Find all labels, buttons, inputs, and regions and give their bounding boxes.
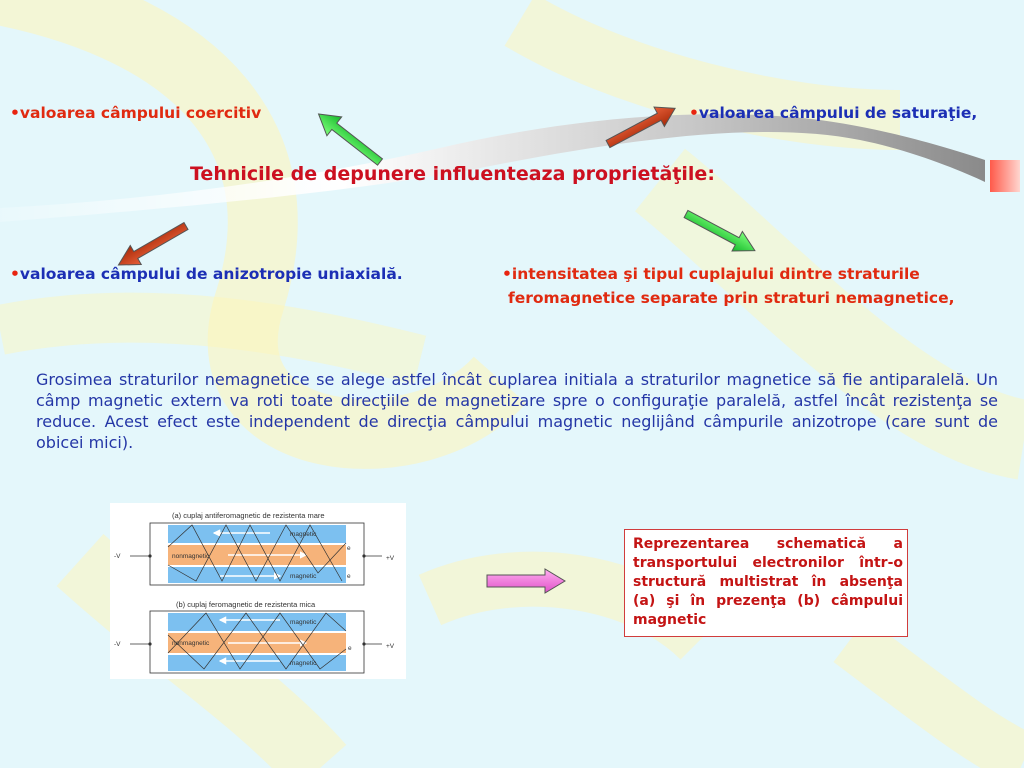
panel-b-terminal-right: +V bbox=[386, 643, 395, 650]
arrow-red-up-right bbox=[603, 99, 680, 154]
panel-b-electron-1: e bbox=[348, 645, 352, 652]
arrow-pink-right bbox=[487, 569, 565, 593]
panel-a-electron-2: e bbox=[347, 573, 351, 580]
item-anisotropy-field-text: valoarea câmpului de anizotropie uniaxială. bbox=[19, 265, 403, 283]
bullet: • bbox=[10, 265, 20, 283]
bullet: • bbox=[502, 265, 512, 283]
item-coupling-line2: feromagnetice separate prin straturi nemagnetice, bbox=[508, 289, 955, 307]
panel-a-label-magnetic-top: magnetic bbox=[290, 531, 317, 538]
panel-a-title: (a) cuplaj antiferomagnetic de rezistenta mare bbox=[172, 511, 325, 520]
panel-b-label-magnetic-bottom: magnetic bbox=[290, 660, 317, 667]
body-paragraph: Grosimea straturilor nemagnetice se alege astfel încât cuplarea initiala a straturilor magnetice să fie antiparalelă. Un câmp magnetic extern va roti toate direcţiile de magnetizare spre o configuraţie paralelă, astfel încât rezistenţa se reduce. Acest efect este independent de direcţia câmpului magnetic neglijând câmpurile anizotrope (care sunt de obicei mici). bbox=[36, 370, 998, 452]
panel-a-label-nonmagnetic: nonmagnetic bbox=[172, 553, 210, 560]
panel-a-label-magnetic-bottom: magnetic bbox=[290, 573, 317, 580]
bullet: • bbox=[689, 104, 699, 122]
panel-a-electron-1: e bbox=[347, 545, 351, 552]
item-coercive-field-text: valoarea câmpului coercitiv bbox=[19, 104, 262, 122]
panel-b-title: (b) cuplaj feromagnetic de rezistenta mica bbox=[176, 600, 316, 609]
arrow-green-up-left bbox=[311, 105, 387, 172]
panel-b-label-nonmagnetic: nonmagnetic bbox=[172, 640, 210, 647]
arrow-red-down-left bbox=[113, 216, 192, 274]
bullet: • bbox=[10, 104, 20, 122]
panel-b-label-magnetic-top: magnetic bbox=[290, 619, 317, 626]
figure-caption: Reprezentarea schematică a transportului electronilor într-o structură multistrat în absenţa (a) şi în prezenţa (b) câmpului magnetic bbox=[624, 529, 908, 637]
item-saturation-field-text: valoarea câmpului de saturaţie, bbox=[698, 104, 978, 122]
panel-a-terminal-right: +V bbox=[386, 555, 395, 562]
panel-a-terminal-left: -V bbox=[114, 553, 121, 560]
arrow-green-down-right bbox=[681, 204, 760, 260]
panel-b-terminal-left: -V bbox=[114, 641, 121, 648]
panel-a-magnetic-top bbox=[168, 525, 346, 543]
multilayer-figure bbox=[110, 503, 406, 679]
page-title: Tehnicile de depunere influenteaza proprietăţile: bbox=[190, 163, 715, 185]
item-coupling-line1: intensitatea şi tipul cuplajului dintre straturile bbox=[511, 265, 920, 283]
